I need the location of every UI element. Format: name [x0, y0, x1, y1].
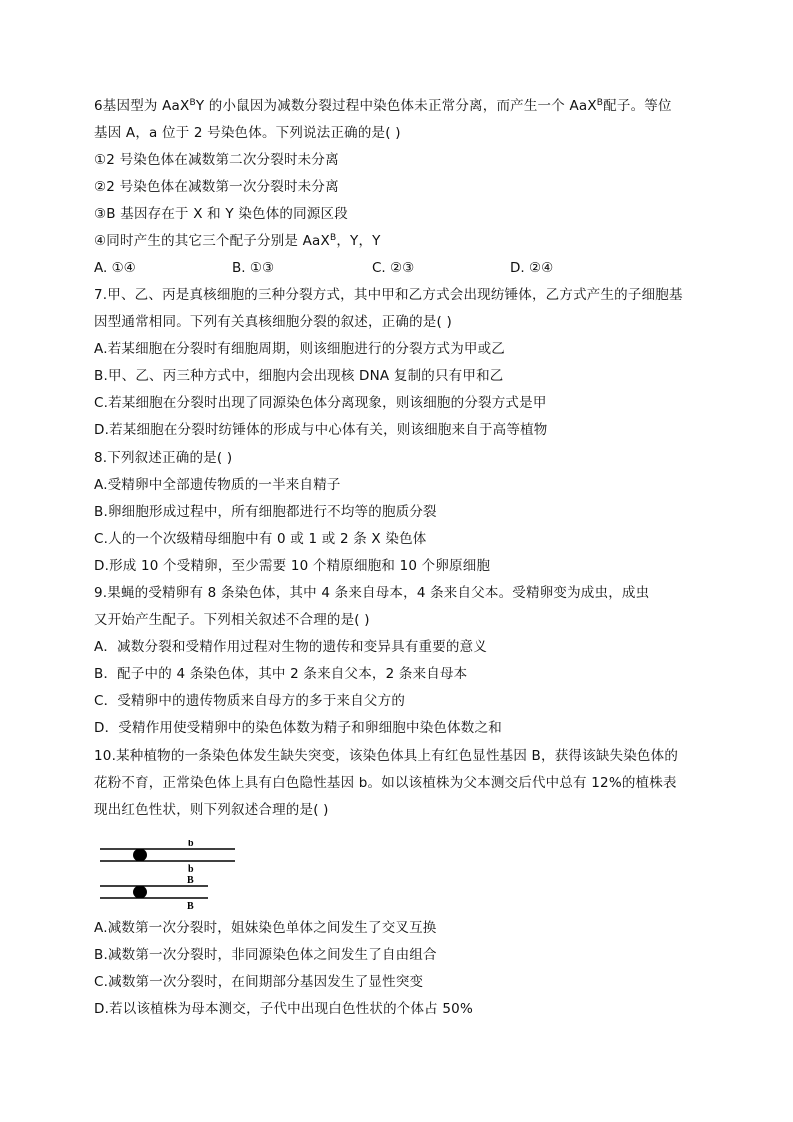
- centromere-2: [133, 886, 147, 899]
- q6-statement-2: ②2 号染色体在减数第一次分裂时未分离: [94, 179, 339, 195]
- gene-label-b-lower: b: [188, 864, 194, 875]
- q8-option-b[interactable]: B.卵细胞形成过程中，所有细胞都进行不均等的胞质分裂: [94, 504, 437, 520]
- q8-stem: 8.下列叙述正确的是( ): [94, 450, 233, 466]
- q9-option-a[interactable]: A．减数分裂和受精作用过程对生物的遗传和变异具有重要的意义: [94, 639, 488, 655]
- q6-stem-a: 6基因型为 AaX: [94, 98, 190, 114]
- q6-stem-c: 配子。等位: [603, 98, 672, 114]
- q9-option-c[interactable]: C．受精卵中的遗传物质来自母方的多于来自父方的: [94, 693, 406, 709]
- q10-stem-line3: 现出红色性状，则下列叙述合理的是( ): [94, 802, 329, 818]
- q6-s4a: ④同时产生的其它三个配子分别是 AaX: [94, 233, 330, 249]
- q10-option-d[interactable]: D.若以该植株为母本测交，子代中出现白色性状的个体占 50%: [94, 1001, 473, 1017]
- q6-stem-b: Y 的小鼠因为减数分裂过程中染色体未正常分离，而产生一个 AaX: [195, 98, 597, 114]
- q6-option-a[interactable]: A. ①④: [94, 260, 136, 276]
- chromosome-diagram: [100, 840, 240, 912]
- q6-statement-3: ③B 基因存在于 X 和 Y 染色体的同源区段: [94, 206, 348, 222]
- q10-stem-line2: 花粉不育，正常染色体上具有白色隐性基因 b。如以该植株为父本测交后代中总有 12%的植株表: [94, 775, 677, 791]
- q10-option-b[interactable]: B.减数第一次分裂时，非同源染色体之间发生了自由组合: [94, 947, 437, 963]
- q6-statement-1: ①2 号染色体在减数第二次分裂时未分离: [94, 152, 339, 168]
- q10-stem-line1: 10.某种植物的一条染色体发生缺失突变，该染色体具上有红色显性基因 B，获得该缺失染色体的: [94, 748, 679, 764]
- q6-sup2: B: [596, 98, 604, 108]
- q7-option-a[interactable]: A.若某细胞在分裂时有细胞周期，则该细胞进行的分裂方式为甲或乙: [94, 341, 505, 357]
- q7-stem-line2: 因型通常相同。下列有关真核细胞分裂的叙述，正确的是( ): [94, 314, 452, 330]
- q6-s4-sup: B: [329, 233, 337, 243]
- q7-option-c[interactable]: C.若某细胞在分裂时出现了同源染色体分离现象，则该细胞的分裂方式是甲: [94, 395, 547, 411]
- q8-option-d[interactable]: D.形成 10 个受精卵，至少需要 10 个精原细胞和 10 个卵原细胞: [94, 558, 491, 574]
- q6-option-b[interactable]: B. ①③: [232, 260, 275, 276]
- q6-statement-4: [94, 231, 381, 251]
- q9-stem-line2: 又开始产生配子。下列相关叙述不合理的是( ): [94, 612, 370, 628]
- q9-option-b[interactable]: B．配子中的 4 条染色体，其中 2 条来自父本，2 条来自母本: [94, 666, 468, 682]
- q6-stem-line2: 基因 A，a 位于 2 号染色体。下列说法正确的是( ): [94, 125, 401, 141]
- q6-option-c[interactable]: C. ②③: [372, 260, 415, 276]
- q6-s4b: ，Y，Y: [336, 233, 381, 249]
- q7-option-b[interactable]: B.甲、乙、丙三种方式中，细胞内会出现核 DNA 复制的只有甲和乙: [94, 368, 504, 384]
- q6-sup1: B: [189, 98, 196, 108]
- q8-option-c[interactable]: C.人的一个次级精母细胞中有 0 或 1 或 2 条 X 染色体: [94, 531, 427, 547]
- q6-stem-line1: [94, 96, 672, 116]
- q6-option-d[interactable]: D. ②④: [510, 260, 554, 276]
- centromere-1: [133, 849, 147, 862]
- q8-option-a[interactable]: A.受精卵中全部遗传物质的一半来自精子: [94, 477, 341, 493]
- gene-label-B-upper: B: [187, 875, 194, 886]
- q7-stem-line1: 7.甲、乙、丙是真核细胞的三种分裂方式，其中甲和乙方式会出现纺锤体，乙方式产生的子细胞基: [94, 287, 683, 303]
- q9-stem-line1: 9.果蝇的受精卵有 8 条染色体，其中 4 条来自母本，4 条来自父本。受精卵变为成虫，成虫: [94, 585, 650, 601]
- gene-label-b-upper: b: [188, 840, 194, 849]
- q10-option-c[interactable]: C.减数第一次分裂时，在间期部分基因发生了显性突变: [94, 974, 424, 990]
- q9-option-d[interactable]: D．受精作用使受精卵中的染色体数为精子和卵细胞中染色体数之和: [94, 720, 502, 736]
- q10-option-a[interactable]: A.减数第一次分裂时，姐妹染色单体之间发生了交叉互换: [94, 920, 437, 936]
- q7-option-d[interactable]: D.若某细胞在分裂时纺锤体的形成与中心体有关，则该细胞来自于高等植物: [94, 422, 548, 438]
- gene-label-B-lower: B: [187, 901, 194, 912]
